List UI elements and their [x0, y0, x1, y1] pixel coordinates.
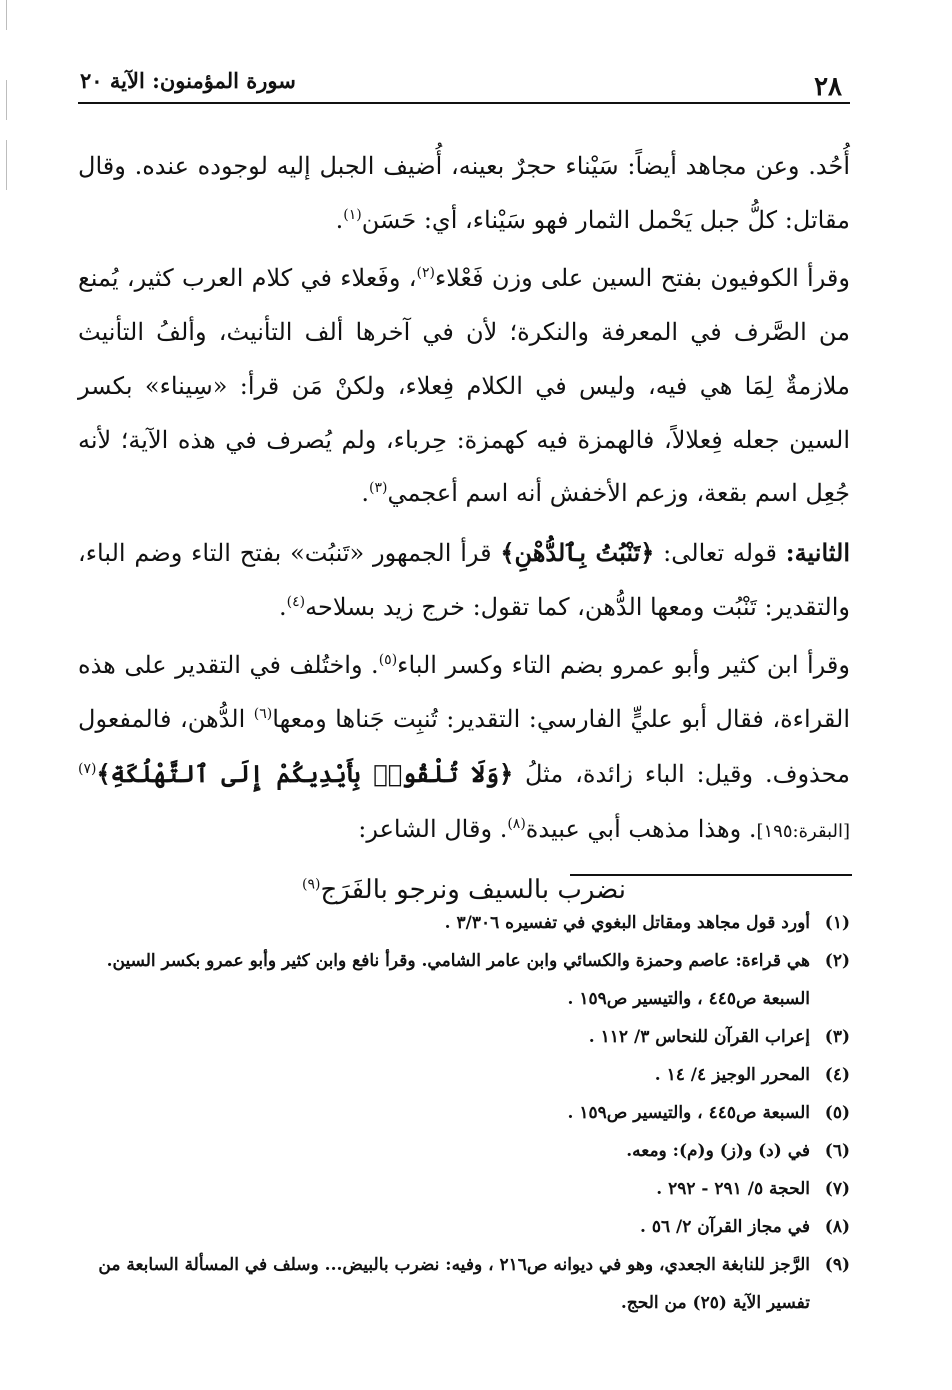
footnote-marker: (٣): [369, 480, 388, 497]
footnote-item: [78, 1170, 850, 1208]
footnote-marker: (٦): [253, 706, 273, 723]
footnote-marker: (٩): [302, 876, 321, 893]
paragraph-4: [78, 639, 850, 859]
punctuation: .: [361, 479, 370, 508]
footnote-item: [78, 1208, 850, 1246]
paragraph-text: قوله تعالى:: [654, 538, 786, 567]
footnote-marker: (٥): [378, 652, 398, 669]
footnote-number: (٨): [824, 1217, 850, 1237]
footnote-text: في (د) و(ز) و(م): ومعه.: [626, 1141, 810, 1161]
running-title: سورة المؤمنون: الآية ٢٠: [80, 68, 296, 93]
paragraph-text: . وهذا مذهب أبي عبيدة: [525, 815, 757, 844]
page-header: [78, 62, 850, 104]
paragraph-3: [78, 526, 850, 634]
poem-text: نضرب بالسيف ونرجو بالفَرَج: [320, 875, 626, 906]
paragraph-text: ، وفَعلاء في كلام العرب كثير، يُمنع من الصَّرف في المعرفة والنكرة؛ لأن في آخرها ألف التأنيث، وألفُ التأنيث ملازمةٌ لِمَا هي فيه، وليس في الكلام فِعلاء، ولكنْ مَن قرأ: «سِيناء» بكسر السين جعله فِعلالاً، فالهمزة فيه كهمزة: حِرباء، ولم يُصرف في هذه الآية؛ لأنه جُعِل اسم بقعة، وزعم الأخفش أنه اسم أعجمي: [78, 264, 850, 508]
footnote-marker: (٤): [286, 593, 306, 610]
verse-reference: [البقرة:١٩٥]: [756, 821, 850, 843]
paragraph-1: [78, 140, 850, 247]
page-edge-line: [6, 140, 7, 190]
quran-verse: ﴿وَلَا تُلْقُوا۟ بِأَيْدِيكُمْ إِلَى ٱلتَّهْلُكَةِ﴾: [96, 758, 514, 788]
punctuation: .: [335, 205, 344, 234]
page-number: ٢٨: [814, 72, 842, 102]
footnote-text: إعراب القرآن للنحاس ٣/ ١١٢ .: [588, 1027, 810, 1047]
paragraph-text: . وقال الشاعر:: [358, 815, 508, 844]
paragraph-2: [78, 252, 850, 521]
footnote-item: [78, 1246, 850, 1322]
paragraph-text: . واختُلف في التقدير على هذه القراءة، فقال أبو عليٍّ الفارسي: التقدير: تُنبِت جَناها ومعها: [78, 651, 850, 734]
paragraph-text: وقرأ ابن كثير وأبو عمرو بضم التاء وكسر الباء: [397, 651, 850, 680]
punctuation: .: [279, 592, 287, 621]
footnote-text: هي قراءة: عاصم وحمزة والكسائي وابن عامر الشامي. وقرأ نافع وابن كثير وأبو عمرو بكسر السين. السبعة ص٤٤٥ ، والتيسير ص١٥٩ .: [106, 951, 810, 1009]
section-label: الثانية:: [785, 537, 850, 567]
footnote-marker: (٨): [507, 816, 526, 833]
footnote-number: (٥): [824, 1103, 850, 1123]
footnote-text: السبعة ص٤٤٥ ، والتيسير ص١٥٩ .: [567, 1103, 810, 1123]
footnote-marker: (١): [343, 206, 362, 223]
footnote-text: أورد قول مجاهد ومقاتل البغوي في تفسيره ٣/٣٠٦ .: [444, 913, 810, 933]
footnote-number: (٧): [824, 1179, 850, 1199]
footnote-number: (١): [824, 913, 850, 933]
footnote-item: [78, 1018, 850, 1056]
footnote-number: (٦): [824, 1141, 850, 1161]
footnote-item: [78, 1056, 850, 1094]
page-edge-line: [6, 80, 7, 120]
footnote-item: [78, 1094, 850, 1132]
main-text: [78, 140, 850, 918]
footnote-separator: [570, 874, 852, 876]
footnote-number: (٩): [824, 1255, 850, 1275]
footnote-text: الحجة ٥/ ٢٩١ - ٢٩٢ .: [656, 1179, 810, 1199]
paragraph-text: قرأ الجمهور «تَنبُت» بفتح التاء وضم الباء، والتقدير: تَنْبُت ومعها الدُّهن، كما تقول: خرج زيد بسلاحه: [78, 538, 850, 621]
footnote-item: [78, 904, 850, 942]
footnote-item: [78, 1132, 850, 1170]
paragraph-text: الدُّهن، فالمفعول محذوف. وقيل: الباء زائدة، مثلُ: [78, 705, 851, 788]
footnote-marker: (٧): [78, 760, 97, 777]
footnote-text: في مجاز القرآن ٢/ ٥٦ .: [639, 1217, 810, 1237]
paragraph-text: وقرأ الكوفيون بفتح السين على وزن فَعْلاء: [434, 264, 850, 293]
footnote-item: [78, 942, 850, 1018]
footnote-text: الرَّجز للنابغة الجعدي، وهو في ديوانه ص٢١٦ ، وفيه: نضرب بالبيض... وسلف في المسألة السابعة من تفسير الآية (٢٥) من الحج.: [98, 1255, 810, 1313]
footnote-number: (٢): [824, 951, 850, 971]
footnote-marker: (٢): [416, 265, 435, 282]
paragraph-text: أُحُد. وعن مجاهد أيضاً: سَيْناء حجرٌ بعينه، أُضيف الجبل إليه لوجوده عنده. وقال مقاتل: كلُّ جبل يَحْمل الثمار فهو سَيْناء، أي: حَسَن: [78, 152, 850, 234]
quran-verse: ﴿تَنْبُتُ بِٱلدُّهْنِ﴾: [500, 537, 655, 567]
footnote-number: (٣): [824, 1027, 850, 1047]
footnote-text: المحرر الوجيز ٤/ ١٤ .: [654, 1065, 810, 1085]
footnotes: [78, 904, 850, 1322]
page-edge-line: [6, 0, 7, 30]
footnote-number: (٤): [824, 1065, 850, 1085]
